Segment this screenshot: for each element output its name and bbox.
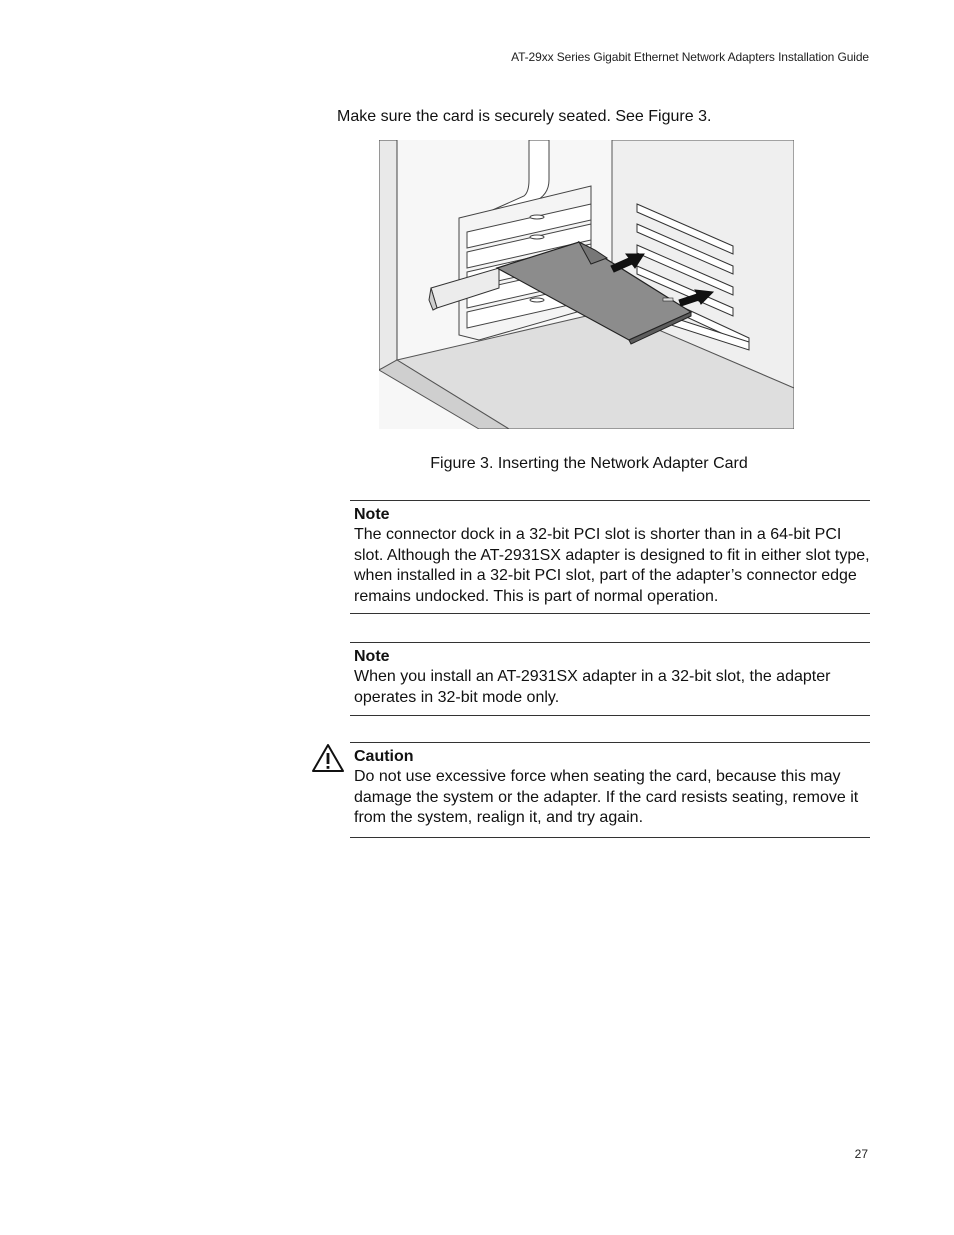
caution-title: Caution	[354, 748, 414, 765]
note-title: Note	[354, 648, 390, 665]
note-title: Note	[354, 506, 390, 523]
note-body: When you install an AT-2931SX adapter in a 32-bit slot, the adapter operates in 32-bit mode only.	[354, 668, 831, 706]
figure-3-illustration	[379, 140, 794, 429]
figure-caption: Figure 3. Inserting the Network Adapter Card	[430, 455, 748, 472]
note-box	[350, 642, 870, 716]
warning-triangle-icon	[311, 743, 345, 773]
page-number: 27	[854, 1147, 868, 1161]
caution-box	[350, 742, 870, 838]
network-card-insertion-illustration	[379, 140, 794, 429]
note-body: The connector dock in a 32-bit PCI slot is shorter than in a 64-bit PCI slot. Although the AT-2931SX adapter is designed to fit in either slot type, when installed in a 32-bit PCI slot, part of the adapter’s connector edge remains undocked. This is part of normal operation.	[354, 526, 870, 605]
intro-paragraph: Make sure the card is securely seated. See Figure 3.	[337, 108, 712, 125]
running-header: AT-29xx Series Gigabit Ethernet Network Adapters Installation Guide	[511, 50, 869, 64]
caution-body: Do not use excessive force when seating the card, because this may damage the system or the adapter. If the card resists seating, remove it from the system, realign it, and try again.	[354, 768, 859, 826]
note-box	[350, 500, 870, 614]
